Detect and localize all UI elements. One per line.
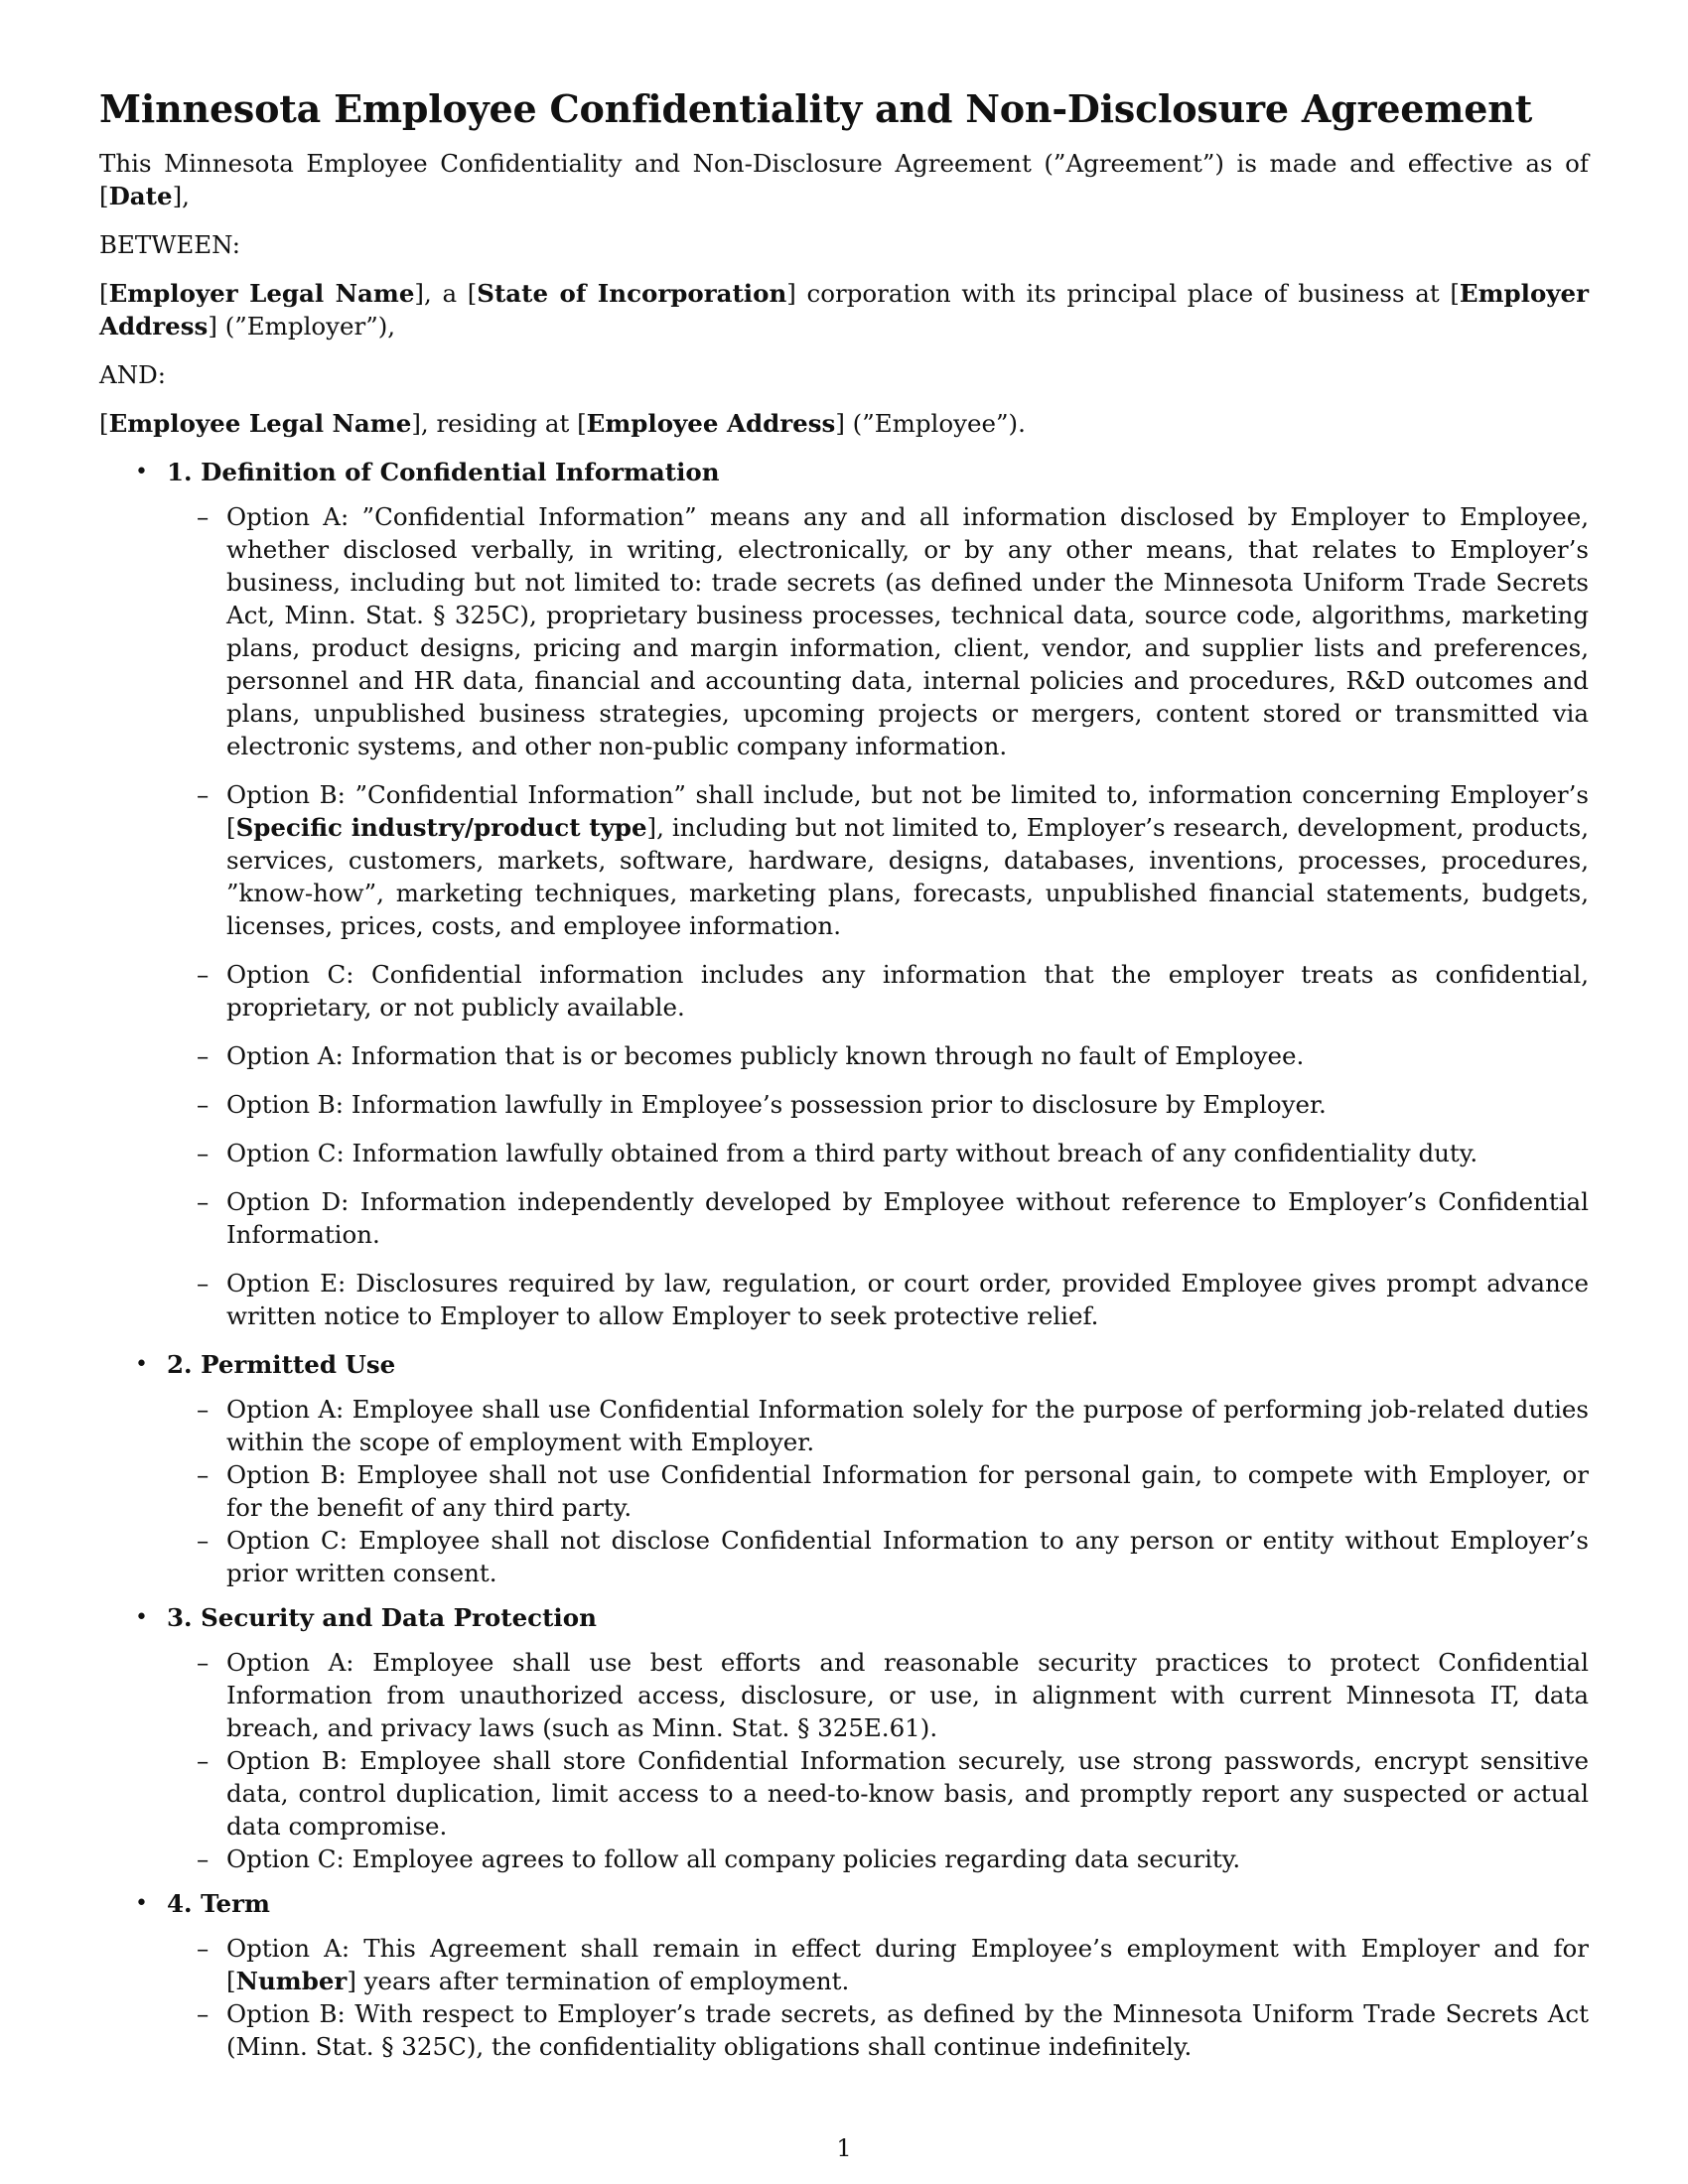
employee-name-placeholder: Employee Legal Name: [108, 409, 412, 438]
employer-paragraph: [99, 277, 1589, 342]
employer-name-placeholder: Employer Legal Name: [108, 279, 415, 308]
document-page: [99, 85, 1589, 2075]
dash-icon: –: [197, 1746, 210, 1775]
option-item: [167, 1137, 1589, 1169]
option-text: Option B: Employee shall not use Confidential Information for personal gain, to compete with Employer, or for the benefit of any third party.: [226, 1460, 1589, 1522]
employer-text: ], a [: [414, 279, 478, 308]
option-text: Option B: ”Confidential Information” shall include, but not be limited to, information concerning Employer’s [: [226, 780, 1589, 842]
bullet-icon: •: [135, 1891, 148, 1916]
employee-text: ], residing at [: [411, 409, 587, 438]
section-options: [167, 1646, 1589, 1875]
option-text: Option C: Information lawfully obtained from a third party without breach of any confidentiality duty.: [226, 1139, 1478, 1167]
option-text: Option C: Employee agrees to follow all company policies regarding data security.: [226, 1844, 1241, 1873]
number-placeholder: Number: [235, 1967, 348, 1995]
dash-icon: –: [197, 1090, 210, 1119]
dash-icon: –: [197, 1526, 210, 1555]
dash-icon: –: [197, 960, 210, 989]
sections-list: [99, 456, 1589, 2063]
section-title: 3. Security and Data Protection: [167, 1603, 597, 1632]
employee-paragraph: [99, 407, 1589, 440]
option-text: Option A: Employee shall use Confidential Information solely for the purpose of performing job-related duties within the scope of employment with Employer.: [226, 1395, 1589, 1456]
bracket: [: [99, 279, 109, 308]
section-1: [99, 456, 1589, 1332]
document-title: Minnesota Employee Confidentiality and Non-Disclosure Agreement: [99, 86, 1533, 131]
option-text: Option C: Confidential information includes any information that the employer treats as confidential, proprietary, or not publicly available.: [226, 960, 1589, 1022]
option-item: [167, 1843, 1589, 1875]
option-item: [167, 1267, 1589, 1332]
dash-icon: –: [197, 1139, 210, 1167]
intro-text: This Minnesota Employee Confidentiality and Non-Disclosure Agreement (”Agreement”) is made and effective as of [: [99, 149, 1589, 210]
employee-address-placeholder: Employee Address: [586, 409, 836, 438]
option-item: [167, 1997, 1589, 2063]
option-text: Option A: ”Confidential Information” means any and all information disclosed by Employer to Employee, whether disclosed verbally, in writing, electronically, or by any other means, that relates to Employer’s business, including but not limited to: trade secrets (as defined under the Minnesota Uniform Trade Secrets Act, Minn. Stat. § 325C), proprietary business processes, technical data, source code, algorithms, marketing plans, product designs, pricing and margin information, client, vendor, and supplier lists and preferences, personnel and HR data, financial and accounting data, internal policies and procedures, R&D outcomes and plans, unpublished business strategies, upcoming projects or mergers, content stored or transmitted via electronic systems, and other non-public company information.: [226, 502, 1589, 760]
dash-icon: –: [197, 1041, 210, 1070]
and-label: AND:: [99, 360, 167, 389]
option-text: Option B: With respect to Employer’s trade secrets, as defined by the Minnesota Uniform Trade Secrets Act (Minn. Stat. § 325C), the confidentiality obligations shall continue indefinitely.: [226, 1999, 1589, 2061]
date-placeholder: Date: [108, 182, 173, 210]
intro-paragraph: [99, 147, 1589, 212]
dash-icon: –: [197, 1187, 210, 1216]
intro-text-end: ],: [172, 182, 190, 210]
option-text: Option A: This Agreement shall remain in effect during Employee’s employment with Employer and for [: [226, 1934, 1589, 1995]
dash-icon: –: [197, 1460, 210, 1489]
dash-icon: –: [197, 1934, 210, 1963]
dash-icon: –: [197, 780, 210, 809]
employer-text: ] corporation with its principal place of business at [: [786, 279, 1460, 308]
option-item: [167, 1088, 1589, 1121]
employer-text-end: ] (”Employer”),: [208, 312, 396, 341]
option-item: [167, 1039, 1589, 1072]
option-item: [167, 1524, 1589, 1589]
option-text: ], including but not limited to, Employer’s research, development, products, services, customers, markets, software, hardware, designs, databases, inventions, processes, procedures, ”know-how”, marketing techniques, marketing plans, forecasts, unpublished financial statements, budgets, licenses, prices, costs, and employee information.: [226, 813, 1589, 940]
option-item: [167, 1458, 1589, 1524]
industry-placeholder: Specific industry/product type: [235, 813, 647, 842]
section-options: [167, 1393, 1589, 1589]
section-options: [167, 1932, 1589, 2063]
employee-text-end: ] (”Employee”).: [835, 409, 1026, 438]
section-3: [99, 1601, 1589, 1875]
option-text: Option A: Information that is or becomes publicly known through no fault of Employee.: [226, 1041, 1305, 1070]
employer-address-placeholder: Employer Address: [99, 279, 1590, 341]
dash-icon: –: [197, 1999, 210, 2028]
dash-icon: –: [197, 1269, 210, 1297]
option-text: Option B: Employee shall store Confidential Information securely, use strong passwords, encrypt sensitive data, control duplication, limit access to a need-to-know basis, and promptly report any suspected or actual data compromise.: [226, 1746, 1589, 1841]
option-item: [167, 778, 1589, 942]
bullet-icon: •: [135, 1605, 148, 1630]
dash-icon: –: [197, 1395, 210, 1424]
option-text: Option D: Information independently developed by Employee without reference to Employer’s Confidential Information.: [226, 1187, 1589, 1249]
option-text: Option B: Information lawfully in Employee’s possession prior to disclosure by Employer.: [226, 1090, 1327, 1119]
option-item: [167, 1646, 1589, 1744]
section-title: 4. Term: [167, 1889, 270, 1918]
option-item: [167, 500, 1589, 762]
option-item: [167, 1744, 1589, 1843]
option-item: [167, 1932, 1589, 1997]
option-text: Option A: Employee shall use best efforts and reasonable security practices to protect Confidential Information from unauthorized access, disclosure, or use, in alignment with current Minnesota IT, data breach, and privacy laws (such as Minn. Stat. § 325E.61).: [226, 1648, 1589, 1742]
option-item: [167, 958, 1589, 1024]
option-item: [167, 1393, 1589, 1458]
option-item: [167, 1185, 1589, 1251]
bracket: [: [99, 409, 109, 438]
section-title: 1. Definition of Confidential Information: [167, 458, 720, 486]
section-title: 2. Permitted Use: [167, 1350, 396, 1379]
bullet-icon: •: [135, 460, 148, 484]
option-text: Option E: Disclosures required by law, regulation, or court order, provided Employee gives prompt advance written notice to Employer to allow Employer to seek protective relief.: [226, 1269, 1589, 1330]
dash-icon: –: [197, 1844, 210, 1873]
state-placeholder: State of Incorporation: [477, 279, 787, 308]
option-text: Option C: Employee shall not disclose Confidential Information to any person or entity without Employer’s prior written consent.: [226, 1526, 1589, 1587]
dash-icon: –: [197, 1648, 210, 1677]
between-label: BETWEEN:: [99, 230, 240, 259]
bullet-icon: •: [135, 1352, 148, 1377]
dash-icon: –: [197, 502, 210, 531]
section-options: [167, 500, 1589, 1332]
section-2: [99, 1348, 1589, 1589]
section-4: [99, 1887, 1589, 2063]
option-text: ] years after termination of employment.: [347, 1967, 850, 1995]
page-number: 1: [836, 2134, 852, 2162]
